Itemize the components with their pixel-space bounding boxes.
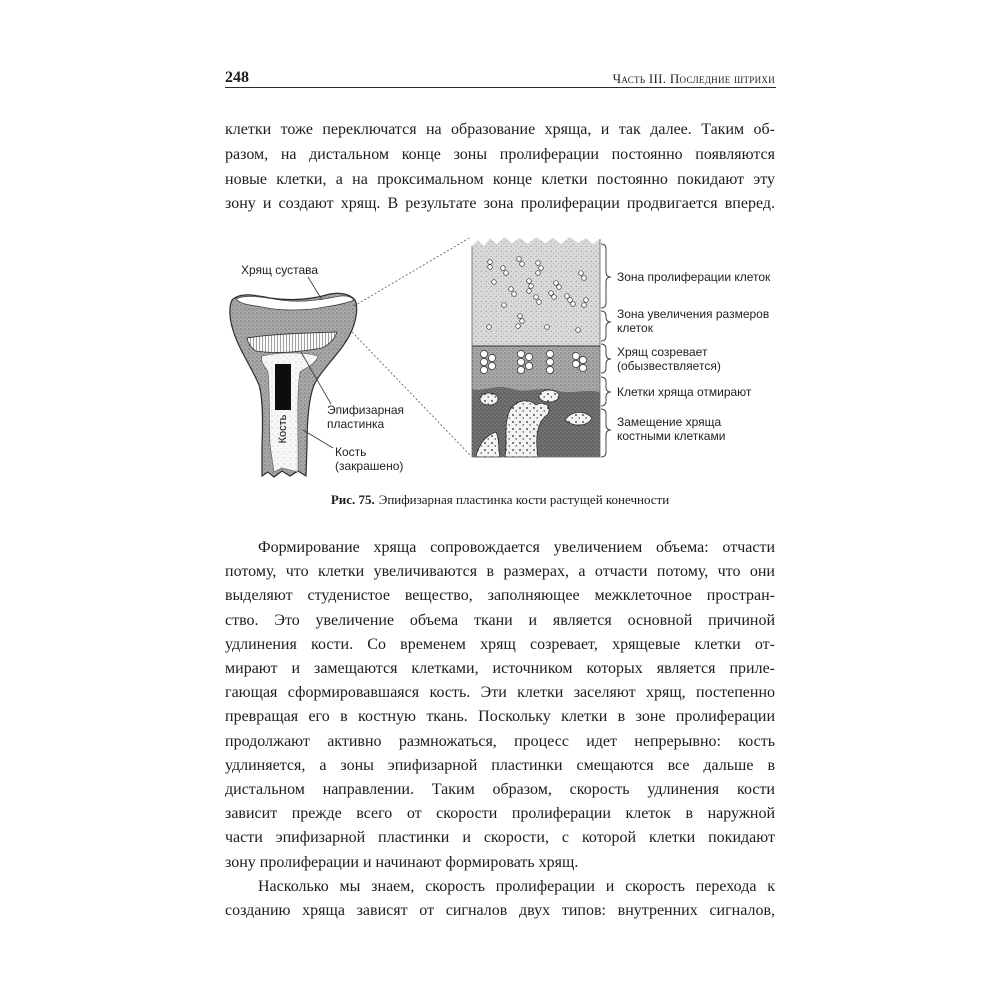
body-text — [225, 536, 775, 923]
cell — [536, 271, 541, 276]
histology-panel — [472, 237, 600, 457]
cell — [520, 319, 525, 324]
cell — [517, 350, 524, 357]
label-line: клеток — [617, 321, 653, 335]
label-line: Замещение хряща — [617, 415, 722, 429]
text-line: ство. Это увеличение объема ткани и является основной причиной — [225, 611, 775, 629]
cell — [579, 364, 586, 371]
cell — [525, 362, 532, 369]
label-line: костными клетками — [617, 429, 726, 443]
cell — [579, 356, 586, 363]
zone-label-replacement — [617, 415, 725, 443]
cell — [504, 271, 509, 276]
cell — [480, 358, 487, 365]
text-line: зону и создают хрящ. В результате зона пролиферации продвигается вперед. — [225, 195, 775, 213]
cell — [529, 284, 534, 289]
label-line: Кость — [335, 445, 367, 459]
cell — [516, 324, 521, 329]
cell — [536, 261, 541, 266]
intro-paragraph — [225, 118, 775, 217]
text-line: выделяют студенистое вещество, заполняющее межклеточное простран- — [225, 587, 775, 605]
label-line: Клетки хряща отмирают — [617, 385, 752, 399]
label-line: пластинка — [327, 417, 385, 431]
text-line: Формирование хряща сопровождается увеличением объема: отчасти — [258, 539, 775, 556]
cell — [518, 314, 523, 319]
cell — [480, 350, 487, 357]
cell — [488, 354, 495, 361]
label-line: Зона увеличения размеров — [617, 307, 770, 321]
cell — [487, 325, 492, 330]
leader-line-cartilage — [308, 277, 322, 300]
zone-brace — [601, 409, 611, 457]
cell — [509, 287, 514, 292]
text-line: дистальном направлении. Таким образом, скорость удлинения кости — [225, 781, 775, 799]
cell — [546, 350, 553, 357]
zone-label-enlargement — [617, 307, 769, 335]
cell — [572, 352, 579, 359]
cell — [579, 271, 584, 276]
zone-label-proliferation — [617, 270, 770, 284]
label-line: Хрящ созревает — [617, 345, 708, 359]
caption-text: Эпифизарная пластинка кости растущей конечности — [378, 492, 670, 507]
zone-brace — [601, 244, 611, 308]
cell — [568, 298, 573, 303]
cell — [512, 292, 517, 297]
zone-brace — [601, 344, 611, 373]
cell — [517, 257, 522, 262]
cell — [492, 280, 497, 285]
zone-brace — [601, 311, 611, 341]
cell — [554, 281, 559, 286]
text-line: продолжают активно размножаться, процесс идет непрерывно: кость — [225, 732, 775, 750]
page-number: 248 — [225, 69, 249, 86]
cell — [582, 303, 587, 308]
header-rule — [225, 87, 776, 88]
shaft-vertical-label: Кость — [276, 414, 289, 444]
zone-braces — [601, 244, 611, 457]
cell — [545, 325, 550, 330]
cell — [488, 260, 493, 265]
cell — [565, 294, 570, 299]
text-line: части эпифизарной пластинки и скорости, с которой клетки покидают — [225, 829, 775, 847]
cell — [549, 291, 554, 296]
label-line: (обызвествляется) — [617, 359, 721, 373]
cell — [537, 300, 542, 305]
zone-label-calcification — [617, 345, 721, 373]
text-line: удлинения кости. Со временем хрящ созревает, хрящевые клетки от- — [225, 635, 775, 653]
cell — [502, 303, 507, 308]
cell — [488, 265, 493, 270]
text-line: удлиняется, а зоны эпифизарной пластинки смещаются все дальше в — [225, 756, 775, 774]
proliferation-zone — [472, 237, 600, 346]
text-line: зону пролиферации и начинают формировать хрящ. — [225, 853, 579, 871]
label-joint-cartilage: Хрящ сустава — [241, 263, 319, 277]
trabecula — [480, 393, 498, 405]
text-line: Насколько мы знаем, скорость пролиферации и скорость перехода к — [258, 877, 775, 895]
text-line: клетки тоже переключатся на образование хряща, и так далее. Таким об- — [225, 121, 775, 138]
cell — [557, 285, 562, 290]
cell — [517, 366, 524, 373]
cell — [517, 358, 524, 365]
cell — [576, 328, 581, 333]
text-line: зависит прежде всего от скорости пролиферации клеток в наружной — [225, 805, 775, 823]
cell — [480, 366, 487, 373]
text-line: новые клетки, а на проксимальном конце клетки постоянно покидают эту — [225, 170, 775, 188]
label-line: Эпифизарная — [327, 403, 405, 417]
label-bone — [335, 445, 403, 473]
cell — [552, 295, 557, 300]
text-line: гающая сформировавшаяся кость. Эти клетки заселяют хрящ, постепенно — [225, 684, 775, 702]
text-line: разом, на дистальном конце зоны пролиферации постоянно появляются — [225, 145, 775, 163]
zone-label-cell-death — [617, 385, 751, 399]
cell — [582, 276, 587, 281]
cell — [584, 298, 589, 303]
label-line: (закрашено) — [335, 459, 404, 473]
cell — [546, 358, 553, 365]
text-line: превращая его в костную ткань. Поскольку клетки в зоне пролиферации — [225, 708, 775, 726]
cell — [488, 362, 495, 369]
cell — [546, 366, 553, 373]
running-title: Часть III. Последние штрихи — [612, 71, 775, 86]
text-line: созданию хряща зависят от сигналов двух типов: внутренних сигналов, — [225, 902, 775, 920]
cell — [525, 353, 532, 360]
label-line: Зона пролиферации клеток — [617, 270, 771, 284]
trabecula — [539, 390, 559, 402]
cell — [501, 266, 506, 271]
cell — [527, 289, 532, 294]
cell — [527, 279, 532, 284]
caption-label: Рис. 75. — [330, 492, 375, 507]
figure-caption — [225, 491, 775, 509]
cell — [539, 266, 544, 271]
cell — [572, 360, 579, 367]
zoom-line-top — [354, 237, 471, 306]
black-bar — [275, 364, 291, 410]
text-line: потому, что клетки увеличиваются в размерах, а отчасти потому, что они — [225, 563, 775, 581]
cell — [534, 295, 539, 300]
zoom-line-bottom — [352, 332, 471, 456]
text-line: мирают и замещаются клетками, источником которых является приле- — [225, 660, 775, 678]
zone-brace — [601, 377, 611, 406]
cell — [520, 262, 525, 267]
cell — [571, 302, 576, 307]
label-growth-plate — [327, 403, 404, 431]
